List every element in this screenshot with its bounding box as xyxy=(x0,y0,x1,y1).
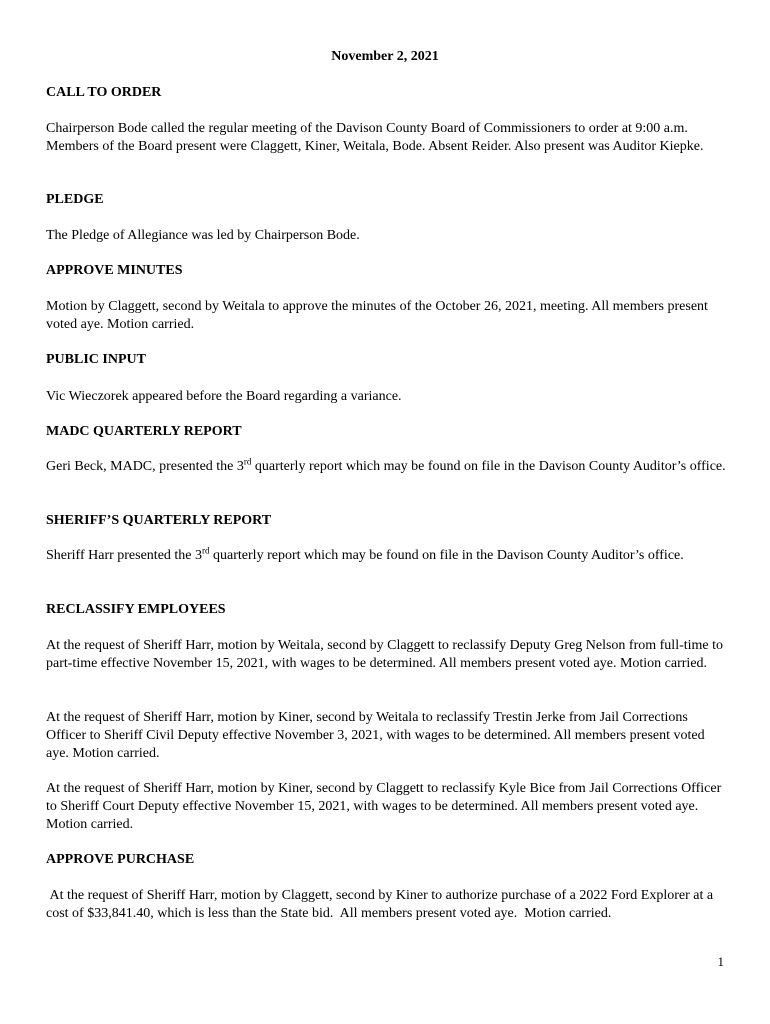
heading-public-input: PUBLIC INPUT xyxy=(46,352,146,367)
paragraph-approve-purchase: At the request of Sheriff Harr, motion by Claggett, second by Kiner to authorize purchase of a 2022 Ford Explorer at a cost of $33,841.40, which is less than the State bid. All members present voted aye. Motion carried. xyxy=(46,888,717,921)
paragraph-approve-minutes: Motion by Claggett, second by Weitala to approve the minutes of the October 26, 2021, meeting. All members present voted aye. Motion carried. xyxy=(46,299,708,332)
sheriff-text-after: quarterly report which may be found on file in the Davison County Auditor’s office. xyxy=(209,548,684,563)
paragraph-pledge: The Pledge of Allegiance was led by Chairperson Bode. xyxy=(46,228,360,243)
paragraph-sheriff-quarterly-report xyxy=(46,547,728,565)
paragraph-call-to-order: Chairperson Bode called the regular meeting of the Davison County Board of Commissioners to order at 9:00 a.m. Members of the Board present were Claggett, Kiner, Weitala, Bode. Absent Reider. Also present was Auditor Kiepke. xyxy=(46,121,704,154)
madc-text-after: quarterly report which may be found on file in the Davison County Auditor’s office. xyxy=(251,459,726,474)
paragraph-madc-quarterly-report xyxy=(46,458,728,476)
sheriff-text-before: Sheriff Harr presented the 3 xyxy=(46,548,203,563)
meeting-date: November 2, 2021 xyxy=(331,49,439,64)
heading-reclassify-employees: RECLASSIFY EMPLOYEES xyxy=(46,602,226,617)
paragraph-public-input: Vic Wieczorek appeared before the Board regarding a variance. xyxy=(46,389,402,404)
paragraph-reclassify-jerke: At the request of Sheriff Harr, motion by Kiner, second by Weitala to reclassify Trestin Jerke from Jail Corrections Officer to Sheriff Civil Deputy effective November 3, 2021, with wages to be determined. All members present voted aye. Motion carried. xyxy=(46,710,705,761)
paragraph-reclassify-bice: At the request of Sheriff Harr, motion by Kiner, second by Claggett to reclassify Kyle Bice from Jail Corrections Officer to Sheriff Court Deputy effective November 15, 2021, with wages to be determined. All members present voted aye. Motion carried. xyxy=(46,781,722,832)
paragraph-reclassify-nelson: At the request of Sheriff Harr, motion by Weitala, second by Claggett to reclassify Deputy Greg Nelson from full-time to part-time effective November 15, 2021, with wages to be determined. All members present voted aye. Motion carried. xyxy=(46,638,724,671)
heading-approve-purchase: APPROVE PURCHASE xyxy=(46,852,195,867)
page-number: 1 xyxy=(717,954,724,969)
madc-text-before: Geri Beck, MADC, presented the 3 xyxy=(46,459,244,474)
heading-pledge: PLEDGE xyxy=(46,192,104,207)
heading-call-to-order: CALL TO ORDER xyxy=(46,85,162,100)
heading-sheriff-quarterly-report: SHERIFF’S QUARTERLY REPORT xyxy=(46,513,272,528)
heading-madc-quarterly-report: MADC QUARTERLY REPORT xyxy=(46,424,242,439)
heading-approve-minutes: APPROVE MINUTES xyxy=(46,263,183,278)
sheriff-ordinal-suffix: rd xyxy=(202,545,210,556)
madc-ordinal-suffix: rd xyxy=(243,456,252,467)
